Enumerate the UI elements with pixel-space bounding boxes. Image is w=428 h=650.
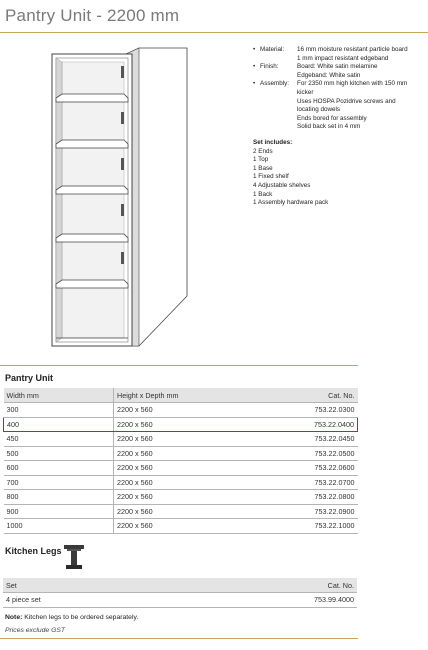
spec-line: Solid back set in 4 mm — [297, 123, 361, 131]
set-item: 1 Back — [253, 190, 273, 198]
kitchen-legs-table — [3, 578, 357, 608]
spec-material — [253, 46, 425, 63]
bullet-icon: • — [253, 46, 256, 53]
table-cell: 700 — [4, 475, 114, 490]
table-cell: 753.22.0400 — [202, 417, 358, 432]
title-divider — [0, 32, 428, 33]
pantry-unit-table — [3, 388, 358, 534]
spec-line: 1 mm impact resistant edgeband — [297, 54, 389, 62]
spec-line: Uses HOSPA Pozidrive screws and — [297, 97, 396, 105]
bullet-icon: • — [253, 63, 256, 71]
set-item: 1 Assembly hardware pack — [253, 199, 329, 207]
table-cell: 753.22.0800 — [202, 490, 358, 505]
table-cell: 500 — [4, 446, 114, 461]
kitchen-leg-icon — [63, 544, 85, 570]
table-row-highlighted — [4, 417, 358, 432]
set-includes — [253, 139, 425, 208]
table-cell: 2200 x 560 — [114, 446, 202, 461]
table-cell: 753.22.0900 — [202, 504, 358, 519]
column-header: Set — [3, 578, 201, 593]
set-item: 4 Adjustable shelves — [253, 181, 311, 189]
kitchen-legs-heading: Kitchen Legs — [5, 546, 62, 556]
set-item: 1 Fixed shelf — [253, 173, 289, 181]
table-cell: 400 — [4, 417, 114, 432]
table-cell: 900 — [4, 504, 114, 519]
set-item: 2 Ends — [253, 147, 273, 155]
table-cell: 600 — [4, 461, 114, 476]
order-note — [5, 614, 138, 621]
spec-finish — [253, 63, 425, 80]
table-cell: 2200 x 560 — [114, 461, 202, 476]
spec-value — [297, 80, 425, 132]
spec-label: Material: — [260, 46, 285, 53]
table-cell: 450 — [4, 432, 114, 447]
column-header: Cat. No. — [201, 578, 357, 593]
table-cell: 300 — [4, 403, 114, 418]
table-cell: 753.22.0300 — [202, 403, 358, 418]
table-cell: 1000 — [4, 519, 114, 534]
table-row — [4, 490, 358, 505]
set-includes-heading: Set includes: — [253, 138, 293, 146]
spec-value — [297, 46, 425, 63]
pantry-unit-illustration — [44, 46, 194, 351]
table-cell: 753.22.0700 — [202, 475, 358, 490]
table-cell: 800 — [4, 490, 114, 505]
table-row — [4, 475, 358, 490]
note-label: Note: — [5, 614, 23, 621]
spec-line: Board: White satin melamine — [297, 63, 378, 71]
table-cell: 753.22.0600 — [202, 461, 358, 476]
specifications — [253, 46, 425, 208]
table-cell: 2200 x 560 — [114, 490, 202, 505]
section-divider — [0, 365, 358, 366]
table-row — [3, 593, 357, 608]
table-header-row — [3, 578, 357, 593]
table-row — [4, 446, 358, 461]
spec-assembly — [253, 80, 425, 132]
pantry-unit-heading: Pantry Unit — [5, 373, 54, 383]
table-cell: 2200 x 560 — [114, 417, 202, 432]
set-item: 1 Base — [253, 164, 273, 172]
table-cell: 4 piece set — [3, 593, 201, 608]
spec-line: Ends bored for assembly — [297, 114, 367, 122]
table-cell: 753.22.1000 — [202, 519, 358, 534]
page-title: Pantry Unit - 2200 mm — [5, 6, 180, 25]
bullet-icon: • — [253, 80, 256, 88]
table-cell: 2200 x 560 — [114, 519, 202, 534]
spec-label: Assembly: — [260, 80, 290, 88]
column-header: Width mm — [4, 388, 114, 403]
table-cell: 753.99.4000 — [201, 593, 357, 608]
spec-line: 16 mm moisture resistant particle board — [297, 46, 408, 53]
table-header-row — [4, 388, 358, 403]
table-row — [4, 504, 358, 519]
spec-line: For 2350 mm high kitchen with 150 mm — [297, 80, 408, 88]
spec-line: kicker — [297, 88, 314, 96]
table-cell: 2200 x 560 — [114, 475, 202, 490]
spec-label: Finish: — [260, 63, 279, 71]
column-header: Cat. No. — [202, 388, 358, 403]
prices-note: Prices exclude GST — [5, 627, 66, 634]
table-row — [4, 432, 358, 447]
table-cell: 753.22.0500 — [202, 446, 358, 461]
table-cell: 2200 x 560 — [114, 504, 202, 519]
spec-line: locating dowels — [297, 106, 341, 114]
table-row — [4, 403, 358, 418]
footer-divider — [0, 638, 358, 639]
table-cell: 2200 x 560 — [114, 432, 202, 447]
table-row — [4, 519, 358, 534]
spec-value — [297, 63, 425, 80]
spec-line: Edgeband: White satin — [297, 71, 361, 79]
table-cell: 753.22.0450 — [202, 432, 358, 447]
table-row — [4, 461, 358, 476]
set-item: 1 Top — [253, 156, 269, 164]
note-text: Kitchen legs to be ordered separately. — [22, 614, 139, 621]
column-header: Height x Depth mm — [114, 388, 202, 403]
table-cell: 2200 x 560 — [114, 403, 202, 418]
